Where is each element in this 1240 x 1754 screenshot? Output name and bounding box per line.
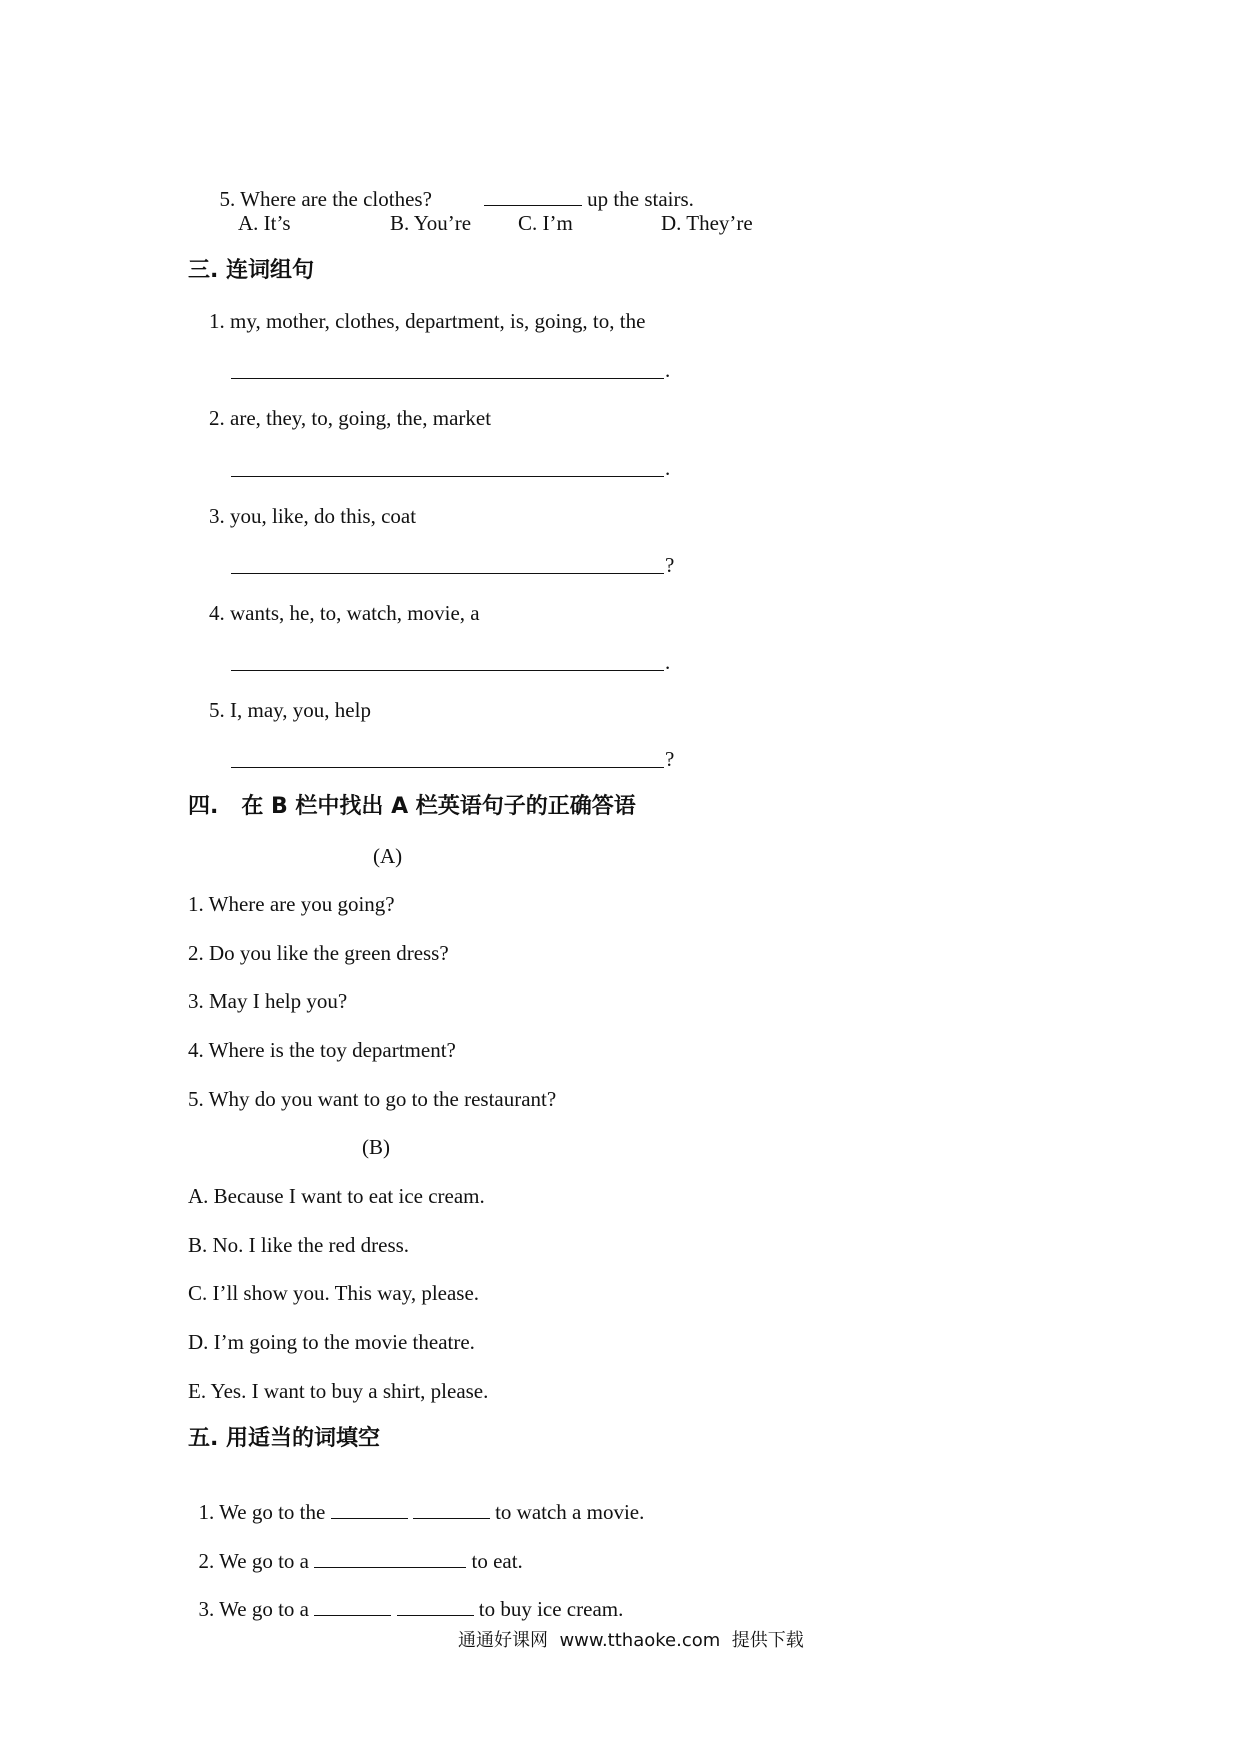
- fill-item-1: [188, 1476, 644, 1524]
- column-b-item-b: B. No. I like the red dress.: [188, 1233, 410, 1257]
- section-5-heading: 五. 用适当的词填空: [188, 1426, 381, 1451]
- answer-line-4[interactable]: [231, 670, 664, 671]
- sentence-words-1: 1. my, mother, clothes, department, is, going, to, the: [209, 309, 646, 333]
- answer-blank[interactable]: [484, 187, 582, 206]
- answer-line-2[interactable]: [231, 476, 664, 477]
- column-a-item-2: 2. Do you like the green dress?: [188, 941, 449, 965]
- answer-end-5: ?: [665, 747, 675, 771]
- column-a-item-4: 4. Where is the toy department?: [188, 1038, 456, 1062]
- sentence-words-5: 5. I, may, you, help: [209, 698, 371, 722]
- column-b-item-a: A. Because I want to eat ice cream.: [188, 1184, 485, 1208]
- fill-blank-3b[interactable]: [397, 1597, 474, 1616]
- answer-end-1: .: [665, 358, 671, 382]
- answer-end-2: .: [665, 456, 671, 480]
- fill-item-3-post: to buy ice cream.: [478, 1597, 624, 1621]
- fill-item-3-pre: 3. We go to a: [198, 1597, 309, 1621]
- option-a[interactable]: A. It’s: [238, 211, 291, 235]
- option-c[interactable]: C. I’m: [518, 211, 573, 235]
- fill-item-2-pre: 2. We go to a: [198, 1549, 309, 1573]
- column-a-item-3: 3. May I help you?: [188, 989, 348, 1013]
- fill-item-2-post: to eat.: [471, 1549, 523, 1573]
- column-b-item-d: D. I’m going to the movie theatre.: [188, 1330, 475, 1354]
- fill-item-1-post: to watch a movie.: [495, 1500, 645, 1524]
- sentence-words-4: 4. wants, he, to, watch, movie, a: [209, 601, 480, 625]
- sentence-words-3: 3. you, like, do this, coat: [209, 504, 417, 528]
- section-4-heading: 四. 在 B 栏中找出 A 栏英语句子的正确答语: [188, 794, 636, 819]
- fill-blank-3a[interactable]: [314, 1597, 391, 1616]
- column-a-label: (A): [373, 844, 403, 868]
- sentence-words-2: 2. are, they, to, going, the, market: [209, 406, 492, 430]
- column-b-label: (B): [362, 1135, 390, 1159]
- page-footer: 通通好课网 www.tthaoke.com 提供下载: [458, 1630, 804, 1651]
- column-a-item-1: 1. Where are you going?: [188, 892, 395, 916]
- column-b-item-e: E. Yes. I want to buy a shirt, please.: [188, 1379, 489, 1403]
- option-b[interactable]: B. You’re: [390, 211, 472, 235]
- option-d[interactable]: D. They’re: [661, 211, 753, 235]
- question-5: [209, 163, 694, 211]
- section-3-heading: 三. 连词组句: [188, 258, 315, 283]
- question-text: 5. Where are the clothes?: [219, 187, 432, 211]
- question-tail: up the stairs.: [587, 187, 694, 211]
- answer-line-1[interactable]: [231, 378, 664, 379]
- answer-line-3[interactable]: [231, 573, 664, 574]
- answer-end-4: .: [665, 650, 671, 674]
- answer-line-5[interactable]: [231, 767, 664, 768]
- column-a-item-5: 5. Why do you want to go to the restaurant?: [188, 1087, 557, 1111]
- fill-blank-1b[interactable]: [413, 1500, 490, 1519]
- fill-item-3: [188, 1573, 623, 1621]
- column-b-item-c: C. I’ll show you. This way, please.: [188, 1281, 480, 1305]
- answer-end-3: ?: [665, 553, 675, 577]
- fill-item-1-pre: 1. We go to the: [198, 1500, 326, 1524]
- fill-blank-1a[interactable]: [331, 1500, 408, 1519]
- fill-item-2: [188, 1525, 523, 1573]
- fill-blank-2[interactable]: [314, 1549, 466, 1568]
